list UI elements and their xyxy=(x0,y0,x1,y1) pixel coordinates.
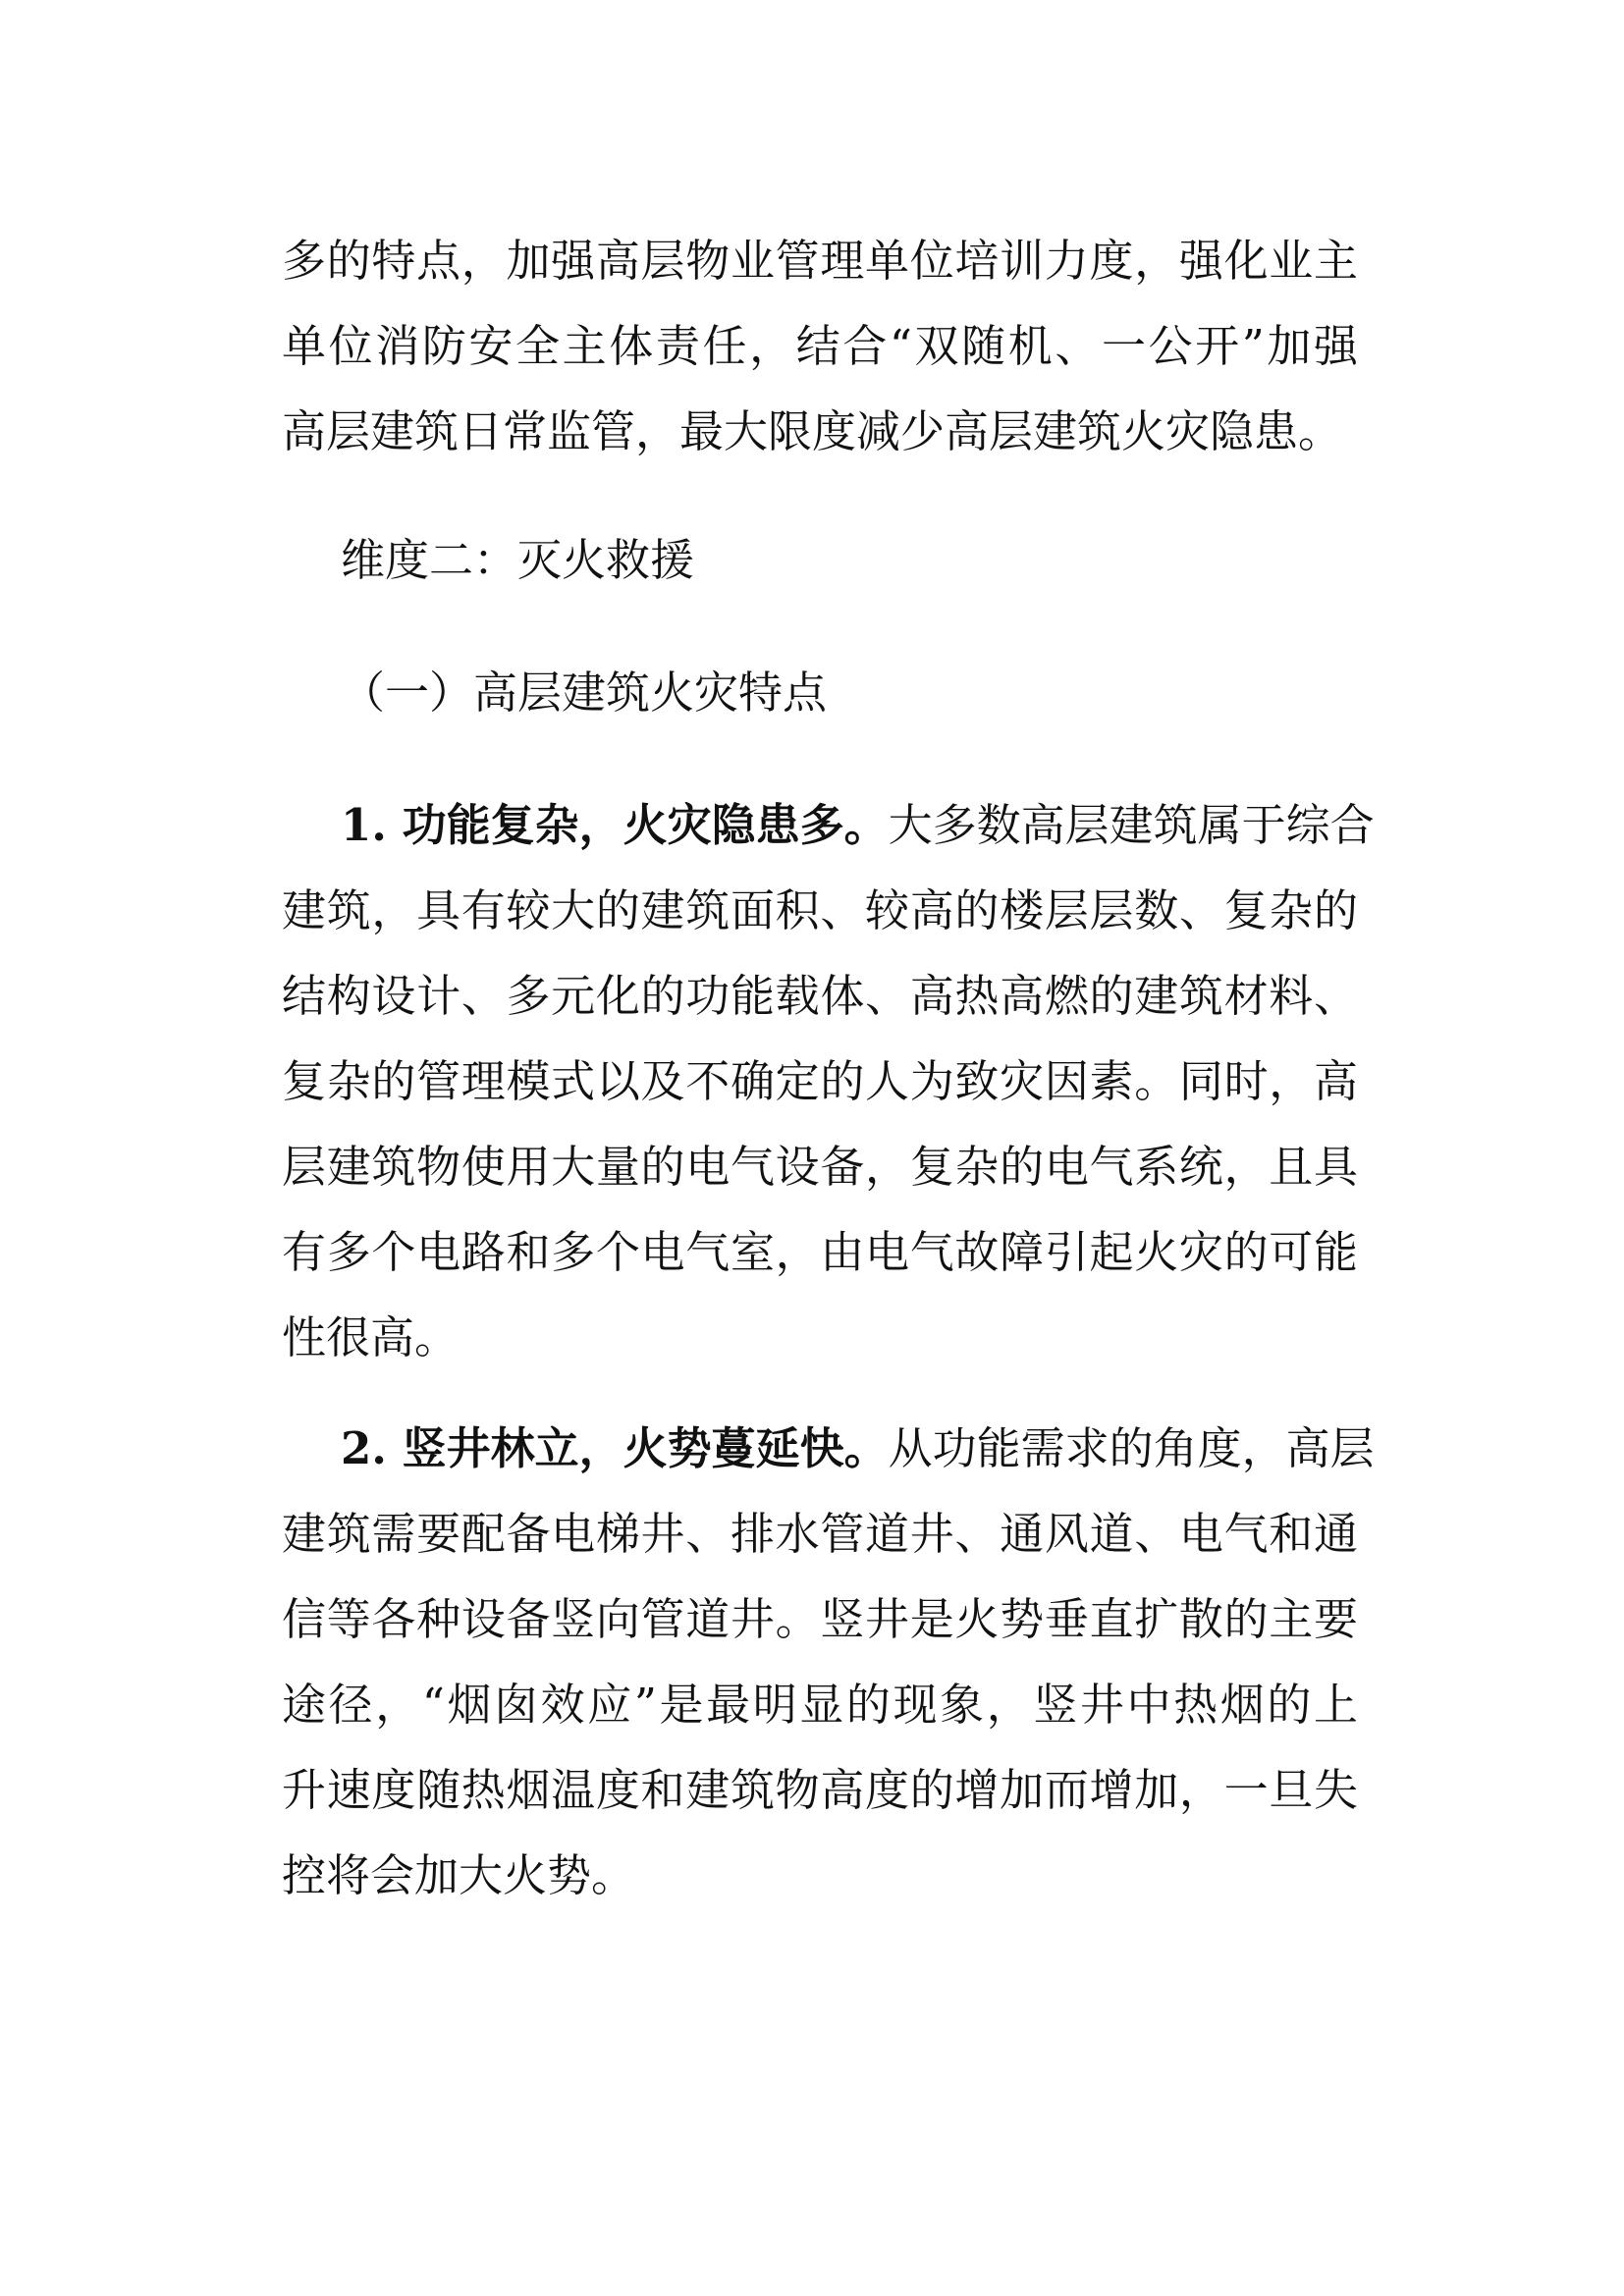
item-1-line-4: 复杂的管理模式以及不确定的人为致灾因素。同时，高 xyxy=(282,1055,1358,1107)
item-1-first-line-rest: 大多数高层建筑属于综合 xyxy=(888,799,1375,851)
dimension-heading: 维度二：灭火救援 xyxy=(341,534,695,586)
item-2-line-4: 途径，“烟囱效应”是最明显的现象，竖井中热烟的上 xyxy=(282,1679,1358,1731)
intro-line-1: 多的特点，加强高层物业管理单位培训力度，强化业主 xyxy=(282,235,1358,287)
item-2-line-2: 建筑需要配备电梯井、排水管道井、通风道、电气和通 xyxy=(282,1508,1358,1560)
item-2-paragraph xyxy=(282,1406,1375,1918)
item-1-paragraph xyxy=(282,782,1375,1380)
item-1-line-3: 结构设计、多元化的功能载体、高热高燃的建筑材料、 xyxy=(282,970,1358,1022)
item-1-lead: 1. 功能复杂，火灾隐患多。 xyxy=(341,799,889,851)
item-2-lead: 2. 竖井林立，火势蔓延快。 xyxy=(341,1422,889,1474)
item-2-first-line xyxy=(282,1406,1375,1491)
item-2-first-line-rest: 从功能需求的角度，高层 xyxy=(888,1422,1375,1474)
section-heading: （一）高层建筑火灾特点 xyxy=(341,667,828,719)
item-2-line-5: 升速度随热烟温度和建筑物高度的增加而增加，一旦失 xyxy=(282,1764,1358,1816)
intro-paragraph xyxy=(282,218,1358,474)
item-2-line-6: 控将会加大火势。 xyxy=(282,1849,636,1901)
intro-line-2: 单位消防安全主体责任，结合“双随机、一公开”加强 xyxy=(282,320,1358,372)
item-2-line-3: 信等各种设备竖向管道井。竖井是火势垂直扩散的主要 xyxy=(282,1593,1358,1645)
item-1-line-2: 建筑，具有较大的建筑面积、较高的楼层层数、复杂的 xyxy=(282,884,1358,936)
item-1-line-5: 层建筑物使用大量的电气设备，复杂的电气系统，且具 xyxy=(282,1141,1358,1193)
item-1-line-7: 性很高。 xyxy=(282,1311,460,1363)
item-1-first-line xyxy=(282,782,1375,868)
intro-line-3: 高层建筑日常监管，最大限度减少高层建筑火灾隐患。 xyxy=(282,405,1343,457)
item-1-line-6: 有多个电路和多个电气室，由电气故障引起火灾的可能 xyxy=(282,1226,1358,1278)
